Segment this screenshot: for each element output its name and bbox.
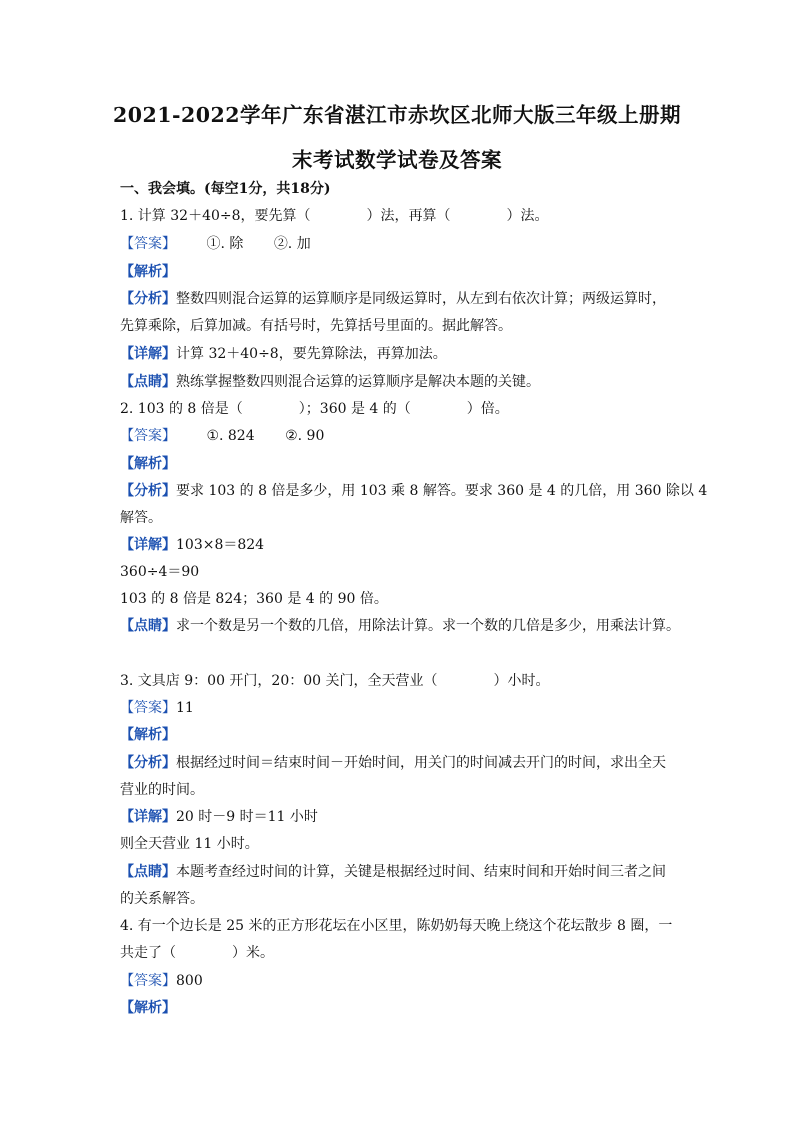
- q1-detail: 计算 32＋40÷8，要先算除法，再算加法。: [176, 346, 447, 362]
- section-heading: 一、我会填。(每空1分，共18分): [120, 181, 331, 197]
- q1-fenxi-2: 先算乘除，后算加减。有括号时，先算括号里面的。据此解答。: [120, 318, 512, 334]
- q2-answer-b: ②. 90: [285, 428, 325, 444]
- q4-question-2: 共走了（ ）米。: [120, 945, 274, 961]
- q4-question-1: 4. 有一个边长是 25 米的正方形花坛在小区里，陈奶奶每天晚上绕这个花坛散步 8 圈，一: [120, 918, 673, 934]
- q3-fenxi-2: 营业的时间。: [120, 782, 204, 798]
- q3-comment-row: [120, 861, 666, 881]
- detail-label: 【详解】: [120, 809, 176, 825]
- comment-label: 【点睛】: [120, 374, 176, 390]
- q1-detail-row: [120, 343, 447, 363]
- answer-label: 【答案】: [120, 236, 176, 252]
- q3-comment-2: 的关系解答。: [120, 891, 204, 907]
- detail-label: 【详解】: [120, 537, 176, 553]
- answer-label: 【答案】: [120, 428, 176, 444]
- analysis-label: 【解析】: [120, 456, 176, 472]
- q3-detail-row: [120, 806, 318, 826]
- q2-comment-row: [120, 615, 680, 635]
- analysis-label: 【解析】: [120, 727, 176, 743]
- q2-fenxi-row: [120, 480, 707, 500]
- q1-answer-a: ①. 除: [206, 236, 244, 252]
- q4-answer-row: [120, 970, 203, 990]
- q2-question: 2. 103 的 8 倍是（ ）；360 是 4 的（ ）倍。: [120, 401, 509, 417]
- q2-fenxi-1: 要求 103 的 8 倍是多少，用 103 乘 8 解答。要求 360 是 4 的几倍，用 360 除以 4: [176, 483, 708, 499]
- q4-answer: 800: [176, 973, 203, 989]
- q2-fenxi-2: 解答。: [120, 510, 162, 526]
- q1-answer-row: [120, 233, 311, 253]
- detail-label: 【详解】: [120, 346, 176, 362]
- fenxi-label: 【分析】: [120, 755, 176, 771]
- answer-label: 【答案】: [120, 973, 176, 989]
- q3-comment-1: 本题考查经过时间的计算，关键是根据经过时间、结束时间和开始时间三者之间: [176, 864, 666, 880]
- q3-detail-2: 则全天营业 11 小时。: [120, 836, 259, 852]
- q1-fenxi-row: [120, 288, 666, 308]
- comment-label: 【点睛】: [120, 618, 176, 634]
- q1-comment: 熟练掌握整数四则混合运算的运算顺序是解决本题的关键。: [176, 374, 540, 390]
- analysis-label: 【解析】: [120, 264, 176, 280]
- q3-detail-1: 20 时－9 时＝11 小时: [176, 809, 318, 825]
- q1-fenxi-1: 整数四则混合运算的运算顺序是同级运算时，从左到右依次计算；两级运算时，: [176, 291, 666, 307]
- q2-comment: 求一个数是另一个数的几倍，用除法计算。求一个数的几倍是多少，用乘法计算。: [176, 618, 680, 634]
- q3-question: 3. 文具店 9：00 开门，20：00 关门，全天营业（ ）小时。: [120, 673, 550, 689]
- q1-analysis-row: [120, 261, 176, 281]
- q2-detail-3: 103 的 8 倍是 824；360 是 4 的 90 倍。: [120, 591, 388, 607]
- q3-fenxi-row: [120, 752, 666, 772]
- q2-detail-row: [120, 534, 264, 554]
- q2-detail-1: 103×8＝824: [176, 537, 265, 553]
- q1-comment-row: [120, 371, 540, 391]
- comment-label: 【点睛】: [120, 864, 176, 880]
- document-title-line1: 2021-2022学年广东省湛江市赤坎区北师大版三年级上册期: [112, 103, 682, 127]
- q1-answer-b: ②. 加: [273, 236, 311, 252]
- q2-analysis-row: [120, 453, 176, 473]
- q1-question: 1. 计算 32＋40÷8，要先算（ ）法，再算（ ）法。: [120, 208, 549, 224]
- analysis-label: 【解析】: [120, 1000, 176, 1016]
- fenxi-label: 【分析】: [120, 483, 176, 499]
- q3-analysis-row: [120, 724, 176, 744]
- q2-answer-a: ①. 824: [206, 428, 255, 444]
- q3-fenxi-1: 根据经过时间＝结束时间－开始时间，用关门的时间减去开门的时间，求出全天: [176, 755, 666, 771]
- q2-detail-2: 360÷4＝90: [120, 564, 200, 580]
- q3-answer-row: [120, 697, 194, 717]
- answer-label: 【答案】: [120, 700, 176, 716]
- q2-answer-row: [120, 425, 324, 445]
- document-title-line2: 末考试数学试卷及答案: [292, 148, 502, 172]
- fenxi-label: 【分析】: [120, 291, 176, 307]
- q3-answer: 11: [176, 700, 194, 716]
- q4-analysis-row: [120, 997, 176, 1017]
